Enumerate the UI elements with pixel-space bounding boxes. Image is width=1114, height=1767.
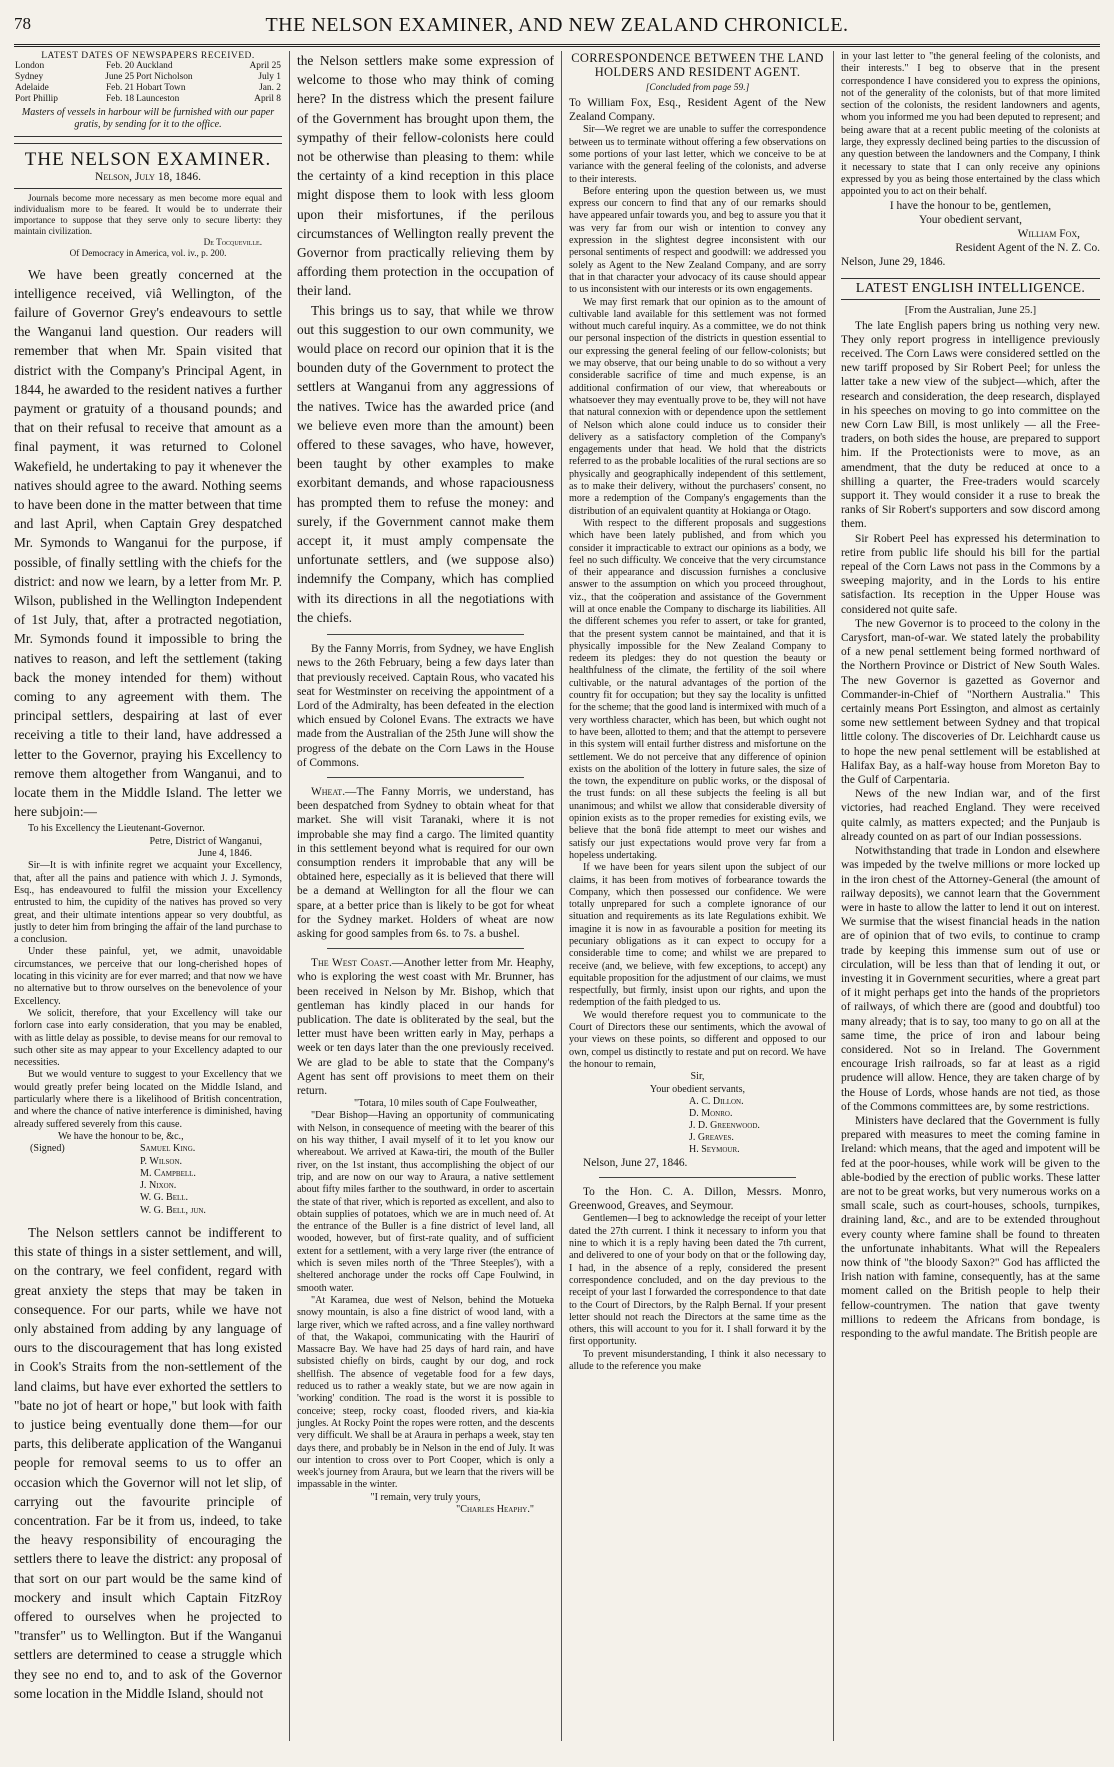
west-coast-heading: The West Coast. <box>311 957 392 970</box>
table-row <box>14 61 282 72</box>
article-paragraph: By the Fanny Morris, from Sydney, we have English news to the 26th February, being a few days later than that previously received. Captain Rous, who vacated his seat for Westminster on receiving the appointment of a Lord of the Admiralty, has been defeated in the election which ensued by Colonel Evans. The extracts we have made from the Australian of the 25th June will show the progress of the debate on the Corn Laws in the House of Commons. <box>297 643 554 769</box>
article-paragraph: News of the new Indian war, and of the first victories, had reached England. They were received quite calmly, as matters expected; and the Punjaub is already counted on as part of our Indian possessions. <box>841 788 1100 843</box>
west-coast-paragraph <box>297 956 554 1098</box>
signatory: J. D. Greenwood. <box>689 1119 760 1131</box>
newspapers-box <box>14 51 282 137</box>
letter-date: June 4, 1846. <box>198 848 252 860</box>
settlers-letter <box>14 823 282 1217</box>
letter-close: Your obedient servant, <box>919 213 1022 226</box>
signatory: W. G. Bell. <box>140 1192 189 1204</box>
letter-paragraph: If we have been for years silent upon the subject of our claims, it has been from motives of forbearance towards the Company, which then possessed our confidence. We were totally unprepared for such a complete ignorance of our situation and requirements as its late Regulations exhibit. We imagine it is now in as favourable a position for meeting its pecuniary obligations as it can expect to occupy for a considerable time to come; and whilst we are prepared to receive (and, we believe, with few exceptions, to accept) any equitable proposition for the adjustment of our claims, we must respectfully, but firmly, insist upon our rights, and upon the redemption of the faith pledged to us. <box>569 862 826 1009</box>
date-place: Sydney <box>15 72 44 82</box>
letter-paragraph: Sir—It is with infinite regret we acquaint your Excellency, that, after all the pains and patience with which J. J. Symonds, Esq., has endeavoured to fulfil the mission your Excellency entrusted to him, the cupidity of the natives has proved so very great, and their ultimate intentions appear so very doubtful, as justly to deter him from bringing the affair of the land purchase to a conclusion. <box>14 860 282 946</box>
letter-to: To his Excellency the Lieutenant-Governor. <box>28 823 205 835</box>
letter-paragraph: But we would venture to suggest to your Excellency that we would greatly prefer being located on the Middle Island, and particularly where there is a likelihood of British concentration, and where the chance of native interference is diminished, having already suffered severely from this cause. <box>14 1069 282 1130</box>
news-dates-table <box>14 61 282 105</box>
article-paragraph: Ministers have declared that the Government is fully prepared with measures to meet the coming famine in Ireland: which means, that the aged and impotent will be fed at the poor-houses, while work will be given to the able-bodied by the erection of public works. These latter are not to be great works, but very numerous works on a small scale, such as court-houses, schools, turnpikes, draining land, &c., and are to be extended throughout every county where famine shall be found to threaten the unfortunate inhabitants. What will the Repealers now think of "the bloody Saxon?" God has afflicted the Irish nation with famine, consequently, has at the same moment called on the British people to help their fellow-countrymen. The nation that gave twenty millions to redeem the Africans from bondage, is responding to the awful mandate. The British people are <box>841 1114 1100 1340</box>
dateline: Nelson, July 18, 1846. <box>95 170 201 183</box>
article-paragraph: The new Governor is to proceed to the colony in the Carysfort, man-of-war. We stated lately the probability of a new penal settlement being formed northward of the Northern Province or District of New South Wales. The new Governor is gazetted as Governor and Commander-in-Chief of "Northern Australia." This certainly means Port Essington, and almost as certainly some new settlement between Sydney and that tropical little colony. The discoveries of Dr. Leichhardt cause us to hope the new penal settlement will be established at Halifax Bay, as a half-way house from Moreton Bay to the Gulf of Carpentaria. <box>841 617 1100 787</box>
signatory: J. Nixon. <box>140 1180 177 1192</box>
letter-paragraph: in your last letter to "the general feeling of the colonists, and their interests." I beg to observe that in the present correspondence I have considered you to express the opinions, not of the generality of the colonists, but of that more limited section of the colonists, the resident landowners and agents, whom you informed me you had been deputed to represent; and being aware that at a recent public meeting of the colonists at large, they expressly declined being parties to the discussion of any question between the landowners and the Company, I think it necessary to state that I can only receive any opinions expressed by you as being those entertained by the class which appointed you to act on their behalf. <box>841 51 1100 198</box>
signatory: H. Seymour. <box>689 1143 740 1155</box>
article-paragraph: We have been greatly concerned at the intelligence received, viâ Wellington, of the failure of Governor Grey's endeavours to settle the Wanganui land question. Our readers will remember that when Mr. Spain visited that district with the Company's Principal Agent, in 1844, he awarded to the resident natives a further payment or gratuity of a thousand pounds; and that on their refusal to receive that amount as a final payment, it was returned to Colonel Wakefield, he undertaking to pay it whenever the natives should agree to the award. Nothing seems to have been done in the matter between that time and last April, when Captain Grey despatched Mr. Symonds to Wanganui for the purpose, if possible, of finally settling with the chiefs for the district: and now we learn, by a letter from Mr. P. Wilson, published in the Wellington Independent of 1st July, that, after a protracted negotiation, Mr. Symonds found it impossible to bring the natives to reason, and left the settlement (taking back the money intended for them) without coming to any agreement with them. The principal settlers, despairing at last of ever receiving a title to their land, have addressed a letter to the Governor, praying his Excellency to remove them altogether from Wanganui, and to locate them in the Middle Island. The letter we here subjoin:— <box>14 266 282 820</box>
heaphy-place: "Totara, 10 miles south of Cape Foulweather, <box>354 1098 537 1110</box>
date-place: Port Phillip <box>15 94 58 104</box>
page-number: 78 <box>14 14 31 33</box>
date-place: London <box>15 61 45 71</box>
signature-block <box>14 1143 282 1217</box>
signatory: W. G. Bell, jun. <box>140 1204 206 1216</box>
table-row <box>14 72 282 83</box>
letter-paragraph: "At Karamea, due west of Nelson, behind the Motueka snowy mountain, is also a fine district of wood land, with a large river, which we rafted across, and a fine valley northward of that, the Wakapoi, communicating with the Haurirî of Massacre Bay. We have had 25 days of hard rain, and have subsisted chiefly on birds, caught by our dog, and rock shellfish. The absence of vegetable food for a few days, reduced us to rather a weakly state, but we are now again in 'working' condition. The road is the worst it is possible to conceive; steep, rocky coast, flooded rivers, and kia-kia jungles. At Rocky Point the ropes were rotten, and the descents very difficult. We shall be at Araura in perhaps a week, stay ten days there, and probably be in Nelson in the end of July. It was our intention to cross over to Port Cooper, which is only a week's journey from Araura, but we learn that the rivers will be impassable in the winter. <box>297 1294 554 1491</box>
letter-signature: "Charles Heaphy." <box>456 1503 534 1515</box>
divider <box>327 948 524 949</box>
signatory: M. Campbell. <box>140 1167 196 1179</box>
table-row <box>14 83 282 94</box>
epigraph-source: Of Democracy in America, vol. iv., p. 200. <box>69 247 227 258</box>
date-value: Jan. 2 <box>259 83 281 93</box>
masthead-rule <box>14 44 1100 47</box>
article-paragraph: the Nelson settlers make some expression of welcome to those who may think of coming here? In the distress which the present failure of the Government has brought upon them, the sympathy of their fellow-colonists here could not be otherwise than pleasing to them: while the certainty of a kind reception in this place might dispose them to look with less gloom upon their misfortunes, if the perilous circumstances of Wellington really prevent the Governor from practically relieving them by affording them protection in the occupation of their land. <box>297 53 554 299</box>
date-place: Launceston <box>136 94 180 104</box>
west-coast-text: —Another letter from Mr. Heaphy, who is exploring the west coast with Mr. Brunner, has been received in Nelson by Mr. Bishop, which that gentleman has kindly placed in our hands for publication. The date is obliterated by the seal, but the letter must have been written early in May, perhaps a week or ten days later than the one previously received. We are glad to be able to state that the Company's Agent has sent off provisions to meet them on their return. <box>297 957 554 1097</box>
column-3 <box>561 51 833 1741</box>
date-value: April 8 <box>254 94 281 104</box>
article-paragraph: Sir Robert Peel has expressed his determination to retire from public life should his bill for the partial repeal of the Corn Laws not pass in the Commons by a sweeping majority, and in the Lords to his entire satisfaction. Its reception in the Upper House was considered not quite safe. <box>841 532 1100 616</box>
intelligence-heading: LATEST ENGLISH INTELLIGENCE. <box>841 278 1100 300</box>
signatory: P. Wilson. <box>140 1155 183 1167</box>
letter-salutation: Sir, <box>690 1071 705 1083</box>
page-header <box>14 10 1100 40</box>
letter-paragraph: With respect to the different proposals and suggestions which have been lately published, and from which you consider it impracticable to extract our opinions as a body, we feel no such difficulty. We conceive that the very circumstance of their appearance and discussion furnishes a conclusive answer to the assumption on which you proceed throughout, viz., that the coöperation and assistance of the Government will at once enable the Company to discharge its liabilities. All the different schemes you refer to assert, or take for granted, that the present system cannot be maintained, and that it is physically impossible for the New Zealand Company to redeem its pledges: they do not question the beauty or healthfulness of the climate, the fertility of the soil where cultivable, or the natural advantages of the portion of the country fit for occupation; but they say the locality is unfitted for the scheme; that the good land is intermixed with much of a very worthless character, which has been, but which ought not to have been, allotted to them; and that the attempt to persevere in this system will entail further distress and misfortune on the settlement. We do not perceive that any difference of opinion exists on the abolition of the lottery in future sales, the size of the town, the expenditure on public works, or the disposal of the trust funds: on all these subjects the feeling is all but unanimous; and whilst we allow that considerable diversity of opinion exists as to the proper remedies for existing evils, we believe that the bonâ fide attempt to meet our wishes and satisfy our just expectations would prove very far from a hopeless undertaking. <box>569 517 826 861</box>
date-value: Feb. 18 <box>105 94 135 104</box>
news-dates-heading: LATEST DATES OF NEWSPAPERS RECEIVED. <box>41 51 255 61</box>
letter-close: I have the honour to be, gentlemen, <box>889 199 1052 212</box>
paper-title: THE NELSON EXAMINER. <box>14 143 282 171</box>
date-value: June 25 <box>105 72 135 82</box>
letter-paragraph: We would therefore request you to communicate to the Court of Directors these our sentiments, which the avowal of your views on these points, so different and opposed to our own, compel us distinctly to restate and put on record. We have the honour to remain, <box>569 1009 826 1070</box>
article-paragraph: The Nelson settlers cannot be indifferent to this state of things in a sister settlement, and will, on the contrary, we feel confident, regard with great anxiety the steps that may be taken in consequence. For our parts, while we have not only abstained from adding by any language of ours to the discouragement that has long existed in Cook's Straits from the non-settlement of the land claims, but have ever exhorted the settlers to "bate no jot of heart or hope," but look with faith to justice being eventually done them—for our parts, this deliberate application of the Wanganui people for removal seems to us to offer an occasion which the Governor will not let slip, of carrying out the favourite principle of concentration. Far be it from us, indeed, to take the heavy responsibility of encouraging the settlers there to leave the district: any proposal of that sort on our part would be the same kind of mockery and insult which Captain FitzRoy offered to ourselves when he projected to "transfer" us to Wellington. But if the Wanganui settlers are determined to cease a struggle which they see no end to, and to ask of the Governor some location in the Middle Island, should not <box>14 1224 282 1701</box>
signatory-list <box>140 1143 206 1217</box>
letter-paragraph: Sir—We regret we are unable to suffer the correspondence between us to terminate without offering a few observations on some portions of your last letter, which we conceive to be at variance with the general feeling of the colonists, and adverse to their interests. <box>569 124 826 185</box>
signatory: D. Monro. <box>689 1107 733 1119</box>
letter-paragraph: Before entering upon the question between us, we must express our concern to find that any of our remarks should have appeared unfair towards you, and beg to assure you that it was very far from our wish or intention to convey any expression in the slightest degree inconsistent with our personal sentiments of respect and goodwill: we addressed you solely as Agent to the New Zealand Company, and are sorry that in that character your advocacy of its cause should appear to us inconsistent with our interests or its own engagements. <box>569 185 826 296</box>
landholders-letter <box>569 124 826 1155</box>
signed-label: (Signed) <box>30 1143 65 1155</box>
column-2 <box>289 51 561 1741</box>
letter-paragraph: We may first remark that our opinion as to the amount of cultivable land available for this settlement was not formed without much careful inquiry. As a committee, we do not think our personal inspection of the districts in question essential to our expressing the general feeling of our fellow-colonists; but we may observe, that our being unable to do so without a very considerable sacrifice of time and much expense, is an additional confirmation of our view, that whereabouts or whatsoever they may eventually prove to be, they will not have that natural connexion with or dependence upon the settlement of Nelson which alone could induce us to consider their delivery as a satisfactory completion of the Company's engagements under that head. We hold that the districts referred to as the probable localities of the rural sections are so physically and geographically independent of this settlement, as to make their delivery, without the purchasers' consent, no more a redemption of the Company's engagements than the distribution of an equivalent quantity at Hokianga or Otago. <box>569 296 826 517</box>
letter-close: Your obedient servants, <box>649 1083 746 1095</box>
table-row <box>14 94 282 105</box>
newspaper-page <box>14 10 1100 1747</box>
letter-paragraph: Under these painful, yet, we admit, unavoidable circumstances, we perceive that our long-cherished hopes of locating in this vicinity are for ever marred; and that now we have no alternative but to throw ourselves on the benevolence of your Excellency. <box>14 946 282 1007</box>
date-place: Hobart Town <box>136 83 186 93</box>
date-place: Port Nicholson <box>136 72 193 82</box>
date-value: Feb. 21 <box>105 83 135 93</box>
column-1 <box>14 51 289 1741</box>
letter-signature: William Fox, <box>1017 227 1080 240</box>
epigraph <box>14 188 282 259</box>
date-place: Auckland <box>136 61 173 71</box>
epigraph-author: De Tocqueville. <box>203 236 262 247</box>
fox-signature-block <box>841 199 1100 270</box>
masthead: THE NELSON EXAMINER, AND NEW ZEALAND CHRONICLE. <box>265 14 849 36</box>
date-value: Feb. 20 <box>105 61 135 71</box>
letter-place: Petre, District of Wanganui, <box>149 835 262 847</box>
fox-letter <box>569 1213 826 1373</box>
letter-close: We have the honour to be, &c., <box>58 1130 184 1142</box>
divider <box>599 1177 796 1178</box>
letter-date: Nelson, June 27, 1846. <box>583 1156 688 1169</box>
epigraph-text: Journals become more necessary as men become more equal and individualism more to be feared. It would be to underrate their importance to suppose that they serve only to secure liberty: they maintain civilization. <box>14 192 282 236</box>
letter-date: Nelson, June 29, 1846. <box>841 256 946 269</box>
wheat-heading: Wheat. <box>311 785 346 798</box>
letter-close: "I remain, very truly yours, <box>370 1491 481 1503</box>
date-value: April 25 <box>249 61 281 71</box>
article-paragraph: Notwithstanding that trade in London and elsewhere was impeded by the twelve millions or more locked up in the iron chest of the Attorney-General (the amount of railway deposits), we cannot learn that the Government were in haste to allow the latter to lend it out on interest. We surmise that the wisest financial heads in the nation are of opinion that of two evils, to continue to cramp trade by keeping this immense sum out of use or circulation, will be less than that of lending it out, or investing it in Government securities, where a great part of it might perhaps get into the hands of the proprietors of railways, of which there are (good and doubtful) too many already; that is to say, too many to go on all at the same time, the price of iron and labour being considered. Not so in Ireland. The Government encourage Irish railroads, so far at least as a rigid prudence will allow. Hence, they are taken charge of by the House of Lords, whose hands are not tied, as those of the Commons committees are, by some restrictions. <box>841 845 1100 1113</box>
letter-paragraph: Gentlemen—I beg to acknowledge the receipt of your letter dated the 27th current. I think it necessary to inform you that nine to which it is a reply having been dated the 7th current, and delivered to one of your body on that or the following day, I had, in the absence of a reply, considered the present correspondence concluded, and on the day previous to the receipt of your last I forwarded the correspondence to that date to the Court of Directors, by the Ralph Bernal. If your present letter should not reach the Directors at the same time as the others, this will account to you for it. I shall forward it by the first opportunity. <box>569 1213 826 1348</box>
signatory: J. Greaves. <box>689 1131 734 1143</box>
article-paragraph: The late English papers bring us nothing very new. They only report progress in intelligence previously received. The Corn Laws were considered settled on the new tariff proposed by Sir Robert Peel; for unless the latter take a new view of the subject—which, after the research and consideration, the deep research, displayed in his speeches on moving to go into committee on the new Corn Law Bill, is most unlikely — all the Free-traders, on both sides the house, are prepared to support him. If the Protectionists were to move, as an amendment, that the duty be reduced at once to a shilling a quarter, the Free-traders would scarcely support it. They would consider it a ruse to break the ranks of Sir Robert's supporters and sow discord among them. <box>841 319 1100 531</box>
signatory: Samuel King. <box>140 1143 196 1155</box>
wheat-paragraph <box>297 785 554 941</box>
masters-note: Masters of vessels in harbour will be furnished with our paper gratis, by sending for it to the office. <box>21 107 275 131</box>
wheat-text: —The Fanny Morris, we understand, has been despatched from Sydney to obtain wheat for that market. She will visit Taranaki, where it is not improbable she may find a cargo. The limited quantity in this settlement beyond what is required for our own consumption renders it improbable that any will be obtained here, especially as it is believed that there will be a demand at Wellington for all the flour we can spare, at a better price than is likely to be got for wheat for the Sydney market. Holders of wheat are now asking for good samples from 6s. to 7s. a bushel. <box>297 785 554 940</box>
column-4 <box>833 51 1100 1741</box>
date-value: July 1 <box>258 72 281 82</box>
concluded-note: [Concluded from page 59.] <box>645 83 750 93</box>
divider <box>327 634 524 635</box>
signatory-list <box>689 1096 826 1156</box>
correspondence-heading: CORRESPONDENCE BETWEEN THE LAND HOLDERS AND RESIDENT AGENT. <box>571 51 824 79</box>
divider <box>327 777 524 778</box>
signatory: A. C. Dillon. <box>689 1095 744 1107</box>
letter-paragraph: We solicit, therefore, that your Excellency will take our forlorn case into early consideration, that you may be enabled, with as little delay as possible, to devise means for our removal to such other site as may appear to your Excellency adapted to our necessities. <box>14 1007 282 1069</box>
heaphy-letter <box>297 1098 554 1516</box>
letter-addressee: To the Hon. C. A. Dillon, Messrs. Monro, Greenwood, Greaves, and Seymour. <box>569 1186 826 1213</box>
fox-letter-continued <box>841 51 1100 199</box>
date-place: Adelaide <box>15 83 49 93</box>
intelligence-source: [From the Australian, June 25.] <box>904 304 1037 316</box>
letter-signature-title: Resident Agent of the N. Z. Co. <box>955 242 1100 255</box>
letter-addressee: To William Fox, Esq., Resident Agent of the New Zealand Company. <box>569 97 826 124</box>
article-paragraph: This brings us to say, that while we throw out this suggestion to our own community, we would place on record our opinion that it is the bounden duty of the Government to protect the settlers at Wanganui from any aggressions of the natives. Twice has the awarded price (and we believe even more than the amount) been offered to these savages, who have, however, been taught by other examples to make exorbitant demands, and whose rapaciousness has prompted them to refuse the money: and surely, if the Government cannot make them accept it, it must amply compensate the unfortunate settlers, and (we suppose also) indemnify the Company, which has complied with its directions in all the negotiations with the chiefs. <box>297 302 554 625</box>
letter-paragraph: To prevent misunderstanding, I think it also necessary to allude to the reference you make <box>569 1348 826 1373</box>
columns <box>14 51 1100 1741</box>
letter-paragraph: "Dear Bishop—Having an opportunity of communicating with Nelson, in consequence of meeting with the bearer of this on his way thither, I avail myself of it to let you know our whereabout. We arrived at Kawa-tiri, the mouth of the Buller river, on the 1st instant, thus accomplishing the object of our trip, and are now on our way to Araura, a native settlement about fifty miles farther to the southward, in order to ascertain the state of that river, which is reported as excellent, and also to obtain supplies of potatoes, which we are in much need of. At the entrance of the Buller is a fine district of level land, all wooded, however, but of first-rate quality, and of sufficient extent for a settlement, with a very large river (the entrance of which is seven miles north of the 'Three Steeples'), with a sheltered anchorage under the rocks off Cape Foulwind, in smooth water. <box>297 1110 554 1294</box>
